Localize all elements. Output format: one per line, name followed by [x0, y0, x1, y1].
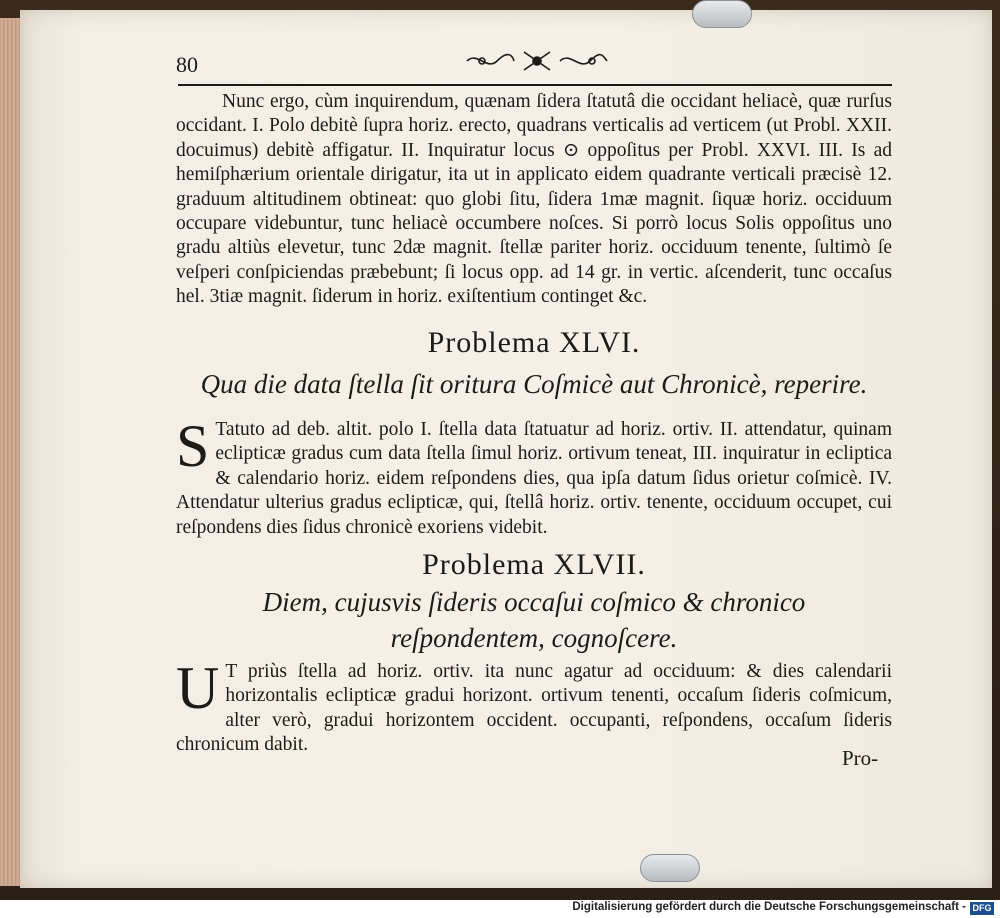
problem-46-body [176, 413, 892, 540]
dfg-logo: DFG [970, 902, 994, 915]
problem-47-text: T priùs ſtella ad horiz. ortiv. ita nunc agatur ad occiduum: & dies calendarii horizontalis eclipticæ gradui horizont. ortivum tenenti, occaſum ſideris coſmicum, alter verò, gradui horizontem occident. occupanti, reſpondens, occaſum ſideris chronicum dabit. [176, 661, 892, 756]
footer-credit: Digitalisierung gefördert durch die Deutsche Forschungsgemeinschaft - [572, 901, 966, 913]
problem-46-subtitle: Qua die data ſtella ſit oritura Coſmicè aut Chronicè, reperire. [200, 369, 868, 399]
problem-46-text: Tatuto ad deb. altit. polo I. ſtella data ſtatuatur ad horiz. ortiv. II. attendatur, quinam eclipticæ gradus cum data ſtella ſimul horiz. ortivum teneat, III. inquiratur in ecliptica & calendario horiz. eidem reſpondens dies, qua ipſa datum ſidus orietur coſmicè. IV. Attendatur ulterius gradus eclipticæ, qui, ſtellâ horiz. ortiv. tenente, occiduum occupet, cui reſpondens dies ſidus chronicè exoriens videbit. [176, 419, 892, 538]
problem-47-title: Problema XLVII. [422, 548, 646, 581]
page-clip-bottom [640, 854, 700, 882]
paragraph-intro [176, 90, 892, 310]
page-number: 80 [176, 52, 198, 77]
problem-47-subtitle: Diem, cujusvis ſideris occaſui coſmico & chronico reſpondentem, cognoſcere. [262, 587, 806, 653]
catchword: Pro- [842, 746, 879, 770]
book-edge [0, 18, 21, 886]
paragraph-intro-body: Nunc ergo, cùm inquirendum, quænam ſidera ſtatutâ die occidant heliacè, quæ rurſus occidant. I. Polo debitè ſupra horiz. erecto, quadrans verticalis ad verticem (ut Probl. XXII. docuimus) debitè affigatur. II. Inquiratur locus ⊙ oppoſitus per Probl. XXVI. III. Is ad hemiſphærium orientale dirigatur, ita ut in applicato eidem quadrante verticali præcisè 12. graduum altitudinem obtineat: quo globi ſitu, ſidera 1mæ magnit. ſiquæ horiz. occiduum occupare videbuntur, tunc heliacè occumbere noſces. Si porrò locus Solis oppoſitus uno gradu altiùs elevetur, tunc 2dæ magnit. ſtellæ pariter horiz. occiduum tenente, ſultimò ſe veſperi conſpiciendas præbebunt; ſi locus opp. ad 14 gr. in vertic. aſcenderit, tunc occaſus hel. 3tiæ magnit. ſiderum in horiz. exiſtentium continget &c. [176, 91, 892, 308]
page-clip-top [692, 0, 752, 28]
paragraph-intro-text [176, 90, 892, 310]
dropcap-s: S [176, 413, 210, 479]
header-rule [178, 84, 892, 86]
dropcap-u: U [176, 655, 220, 721]
header-ornament-icon [462, 46, 612, 76]
problem-47-body [176, 655, 892, 758]
problem-46-title: Problema XLVI. [427, 326, 641, 359]
